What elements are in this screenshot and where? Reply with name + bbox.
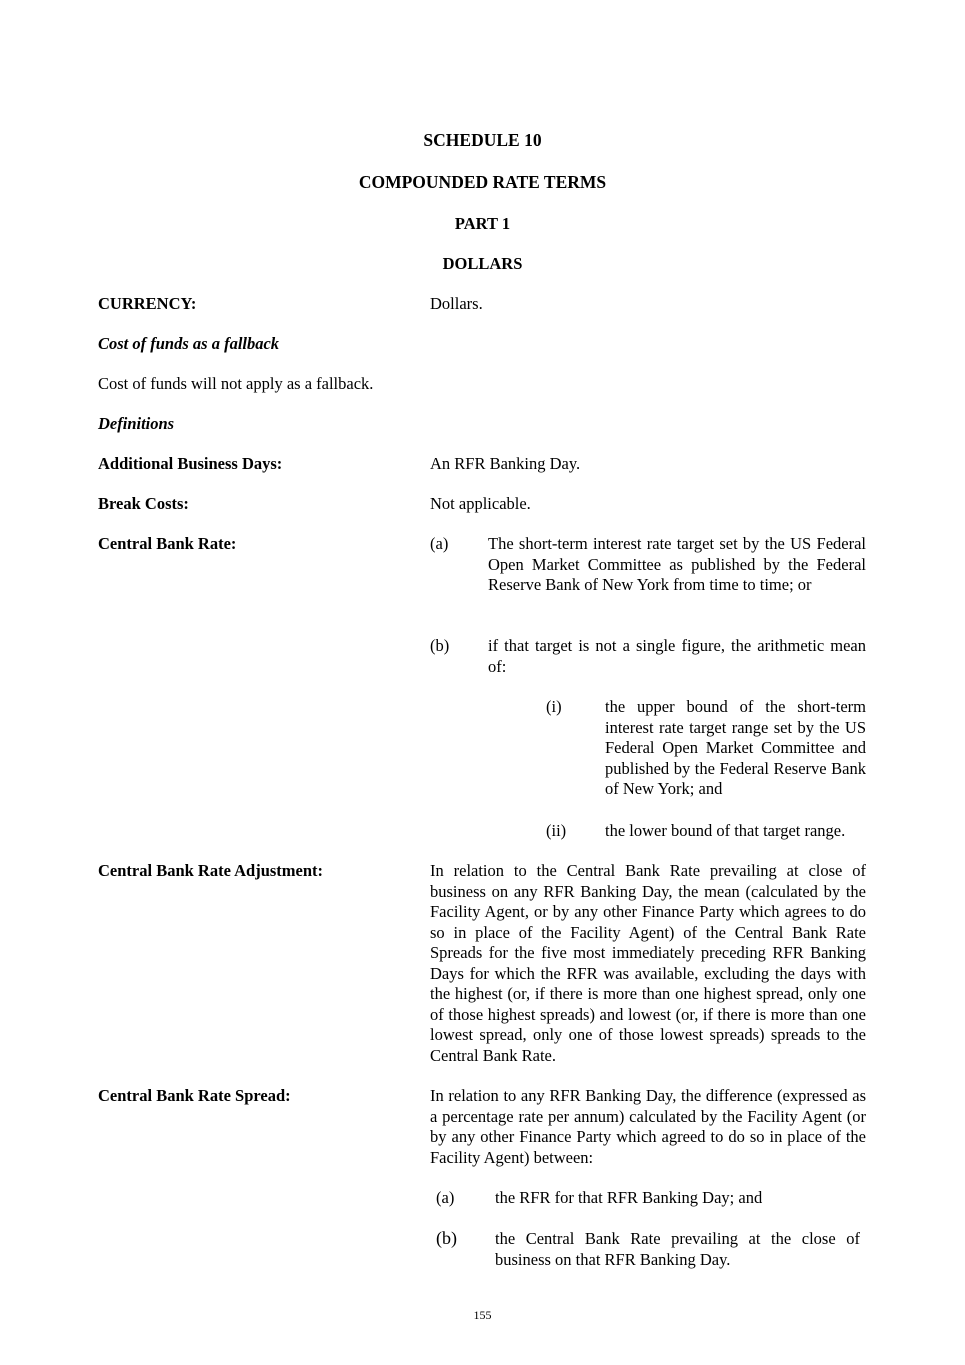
cbr-ii-text: the lower bound of that target range. (605, 821, 846, 840)
cbr-ii-marker: (ii) (546, 821, 567, 840)
cost-of-funds-heading: Cost of funds as a fallback (98, 334, 280, 353)
break-costs-value: Not applicable. (430, 494, 531, 513)
cbrs-b-marker: (b) (436, 1228, 457, 1248)
cbr-a-marker: (a) (430, 534, 449, 553)
currency-value: Dollars. (430, 294, 483, 313)
central-bank-rate-label: Central Bank Rate: (98, 534, 237, 553)
part-heading: PART 1 (454, 214, 511, 233)
additional-business-days-label: Additional Business Days: (98, 454, 283, 473)
title-heading: COMPOUNDED RATE TERMS (358, 172, 607, 192)
cbr-b-marker: (b) (430, 636, 450, 655)
cbrs-b-text: the Central Bank Rate prevailing at the close of business on that RFR Banking Day. (495, 1229, 860, 1269)
cbr-i-text: the upper bound of the short-term interest rate target range set by the US Federal Open Market Committee and published by the Federal Reserve Bank of New York; and (605, 697, 866, 798)
page-number: 155 (473, 1308, 492, 1322)
definitions-heading: Definitions (98, 414, 175, 433)
section-heading: DOLLARS (442, 254, 523, 273)
cbra-text: In relation to the Central Bank Rate prevailing at close of business on any RFR Banking Day, the mean (calculated by the Facility Agent, or by any other Finance Party which agrees to do so in place of the Facility Agent) of the Central Bank Rate Spreads for the five most immediately preceding RFR Banking Days for which the RFR was available, excluding the days with the highest (or, if there is more than one highest spread, only one of those highest spreads) and lowest (or, if there is more than one lowest spread, only one of those lowest spreads) spreads to the Central Bank Rate. (430, 861, 866, 1065)
central-bank-rate-spread-label: Central Bank Rate Spread: (98, 1086, 291, 1105)
schedule-heading: SCHEDULE 10 (423, 130, 542, 150)
break-costs-label: Break Costs: (98, 494, 189, 513)
cbr-a-text: The short-term interest rate target set by the US Federal Open Market Committee as published by the Federal Reserve Bank of New York from time to time; or (488, 534, 866, 594)
currency-label: CURRENCY: (98, 294, 197, 313)
cbr-i-marker: (i) (546, 697, 562, 716)
cbrs-a-marker: (a) (436, 1188, 455, 1207)
cbr-b-text: if that target is not a single figure, the arithmetic mean of: (488, 636, 866, 676)
cost-of-funds-text: Cost of funds will not apply as a fallback. (98, 374, 374, 393)
central-bank-rate-adjustment-label: Central Bank Rate Adjustment: (98, 861, 324, 880)
cbrs-a-text: the RFR for that RFR Banking Day; and (495, 1188, 763, 1207)
cbrs-text: In relation to any RFR Banking Day, the difference (expressed as a percentage rate per annum) calculated by the Facility Agent (or by any other Finance Party which agreed to do so in place of the Facility Agent) between: (430, 1086, 866, 1167)
additional-business-days-value: An RFR Banking Day. (430, 454, 581, 473)
